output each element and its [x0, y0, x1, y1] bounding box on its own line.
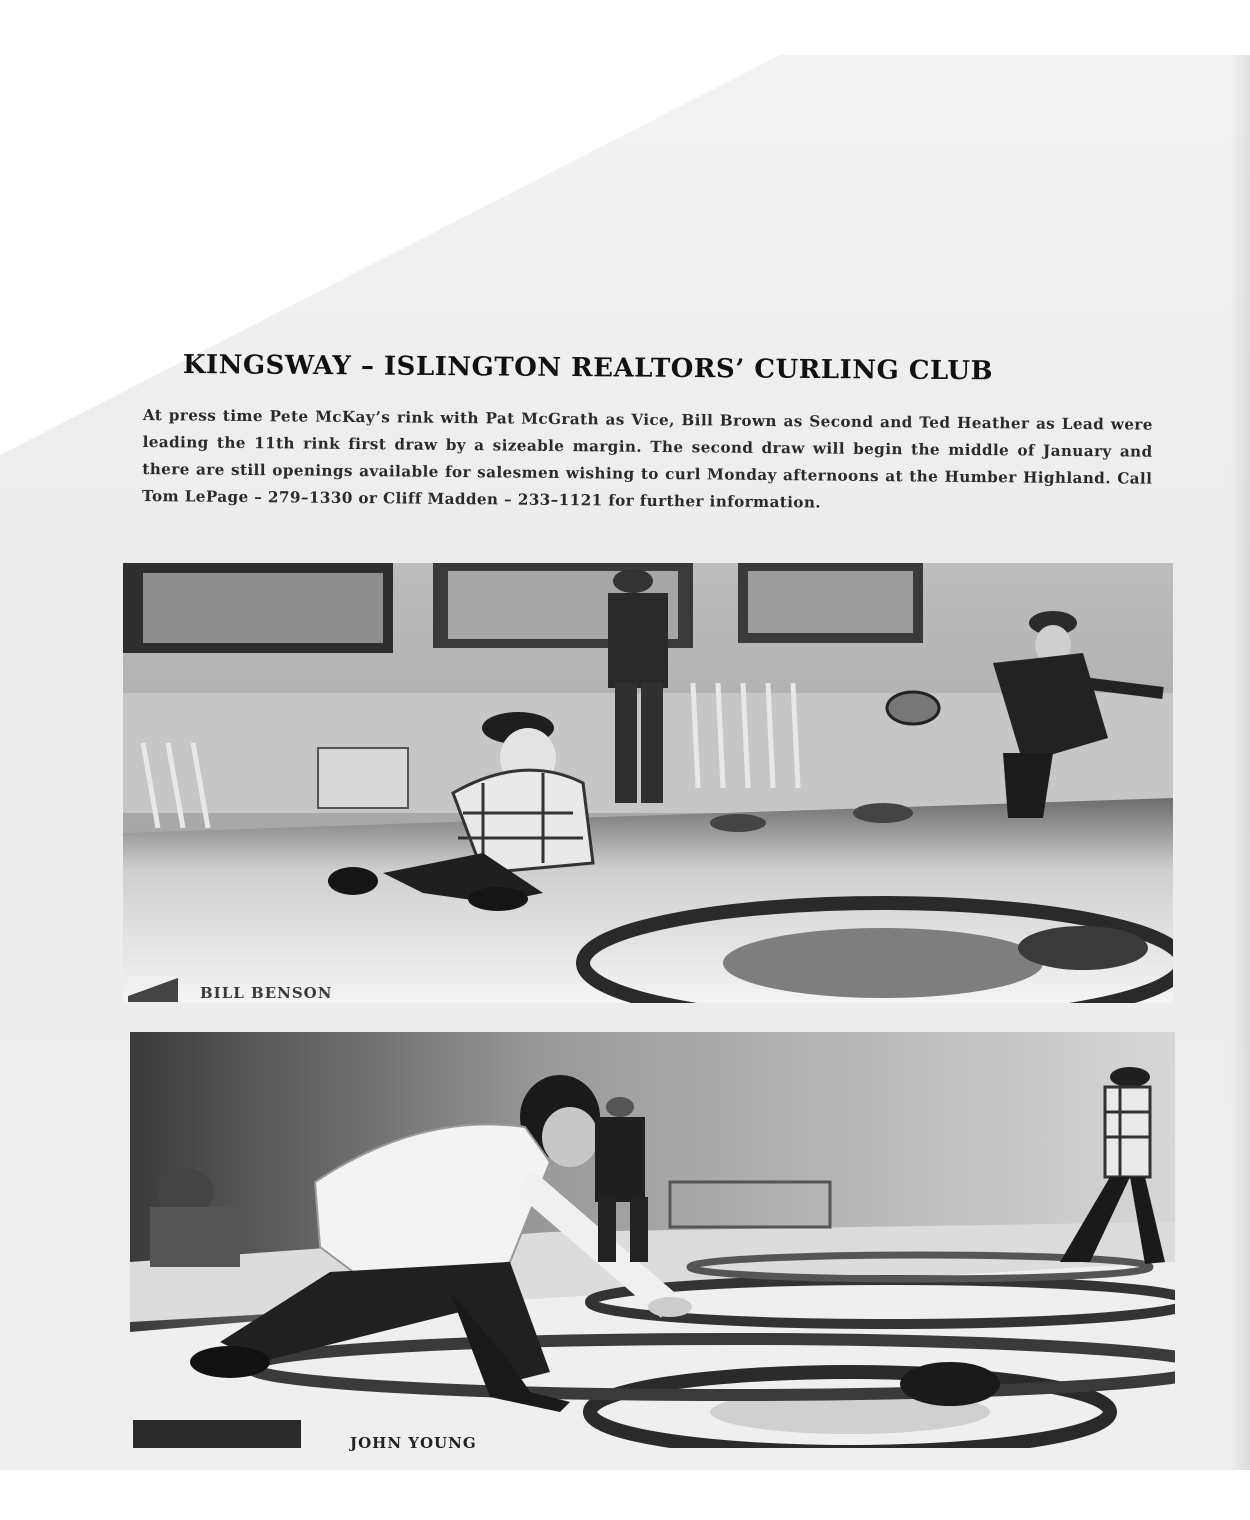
article-body: At press time Pete McKay’s rink with Pat McGrath as Vice, Bill Brown as Second and Ted Heather as Lead were leading the 11th rink first draw by a sizeable margin. The second draw will begin the middle of January and there are still openings available for salesmen wishing to curl Monday afternoons at the Humber Highland. Call Tom LePage – 279–1330 or Cliff Madden – 233–1121 for further information. [142, 405, 1153, 512]
curling-photo-john-young [130, 1032, 1175, 1448]
photo-caption-2: JOHN YOUNG [350, 1434, 477, 1452]
caption-tab-2 [133, 1420, 301, 1448]
photo-caption-1: BILL BENSON [200, 984, 333, 1002]
curling-photo-bill-benson [123, 563, 1173, 1003]
page-edge-shadow [1230, 55, 1250, 1470]
caption-tab-1 [128, 976, 178, 1002]
article-headline: KINGSWAY – ISLINGTON REALTORS’ CURLING CLUB [182, 350, 994, 387]
